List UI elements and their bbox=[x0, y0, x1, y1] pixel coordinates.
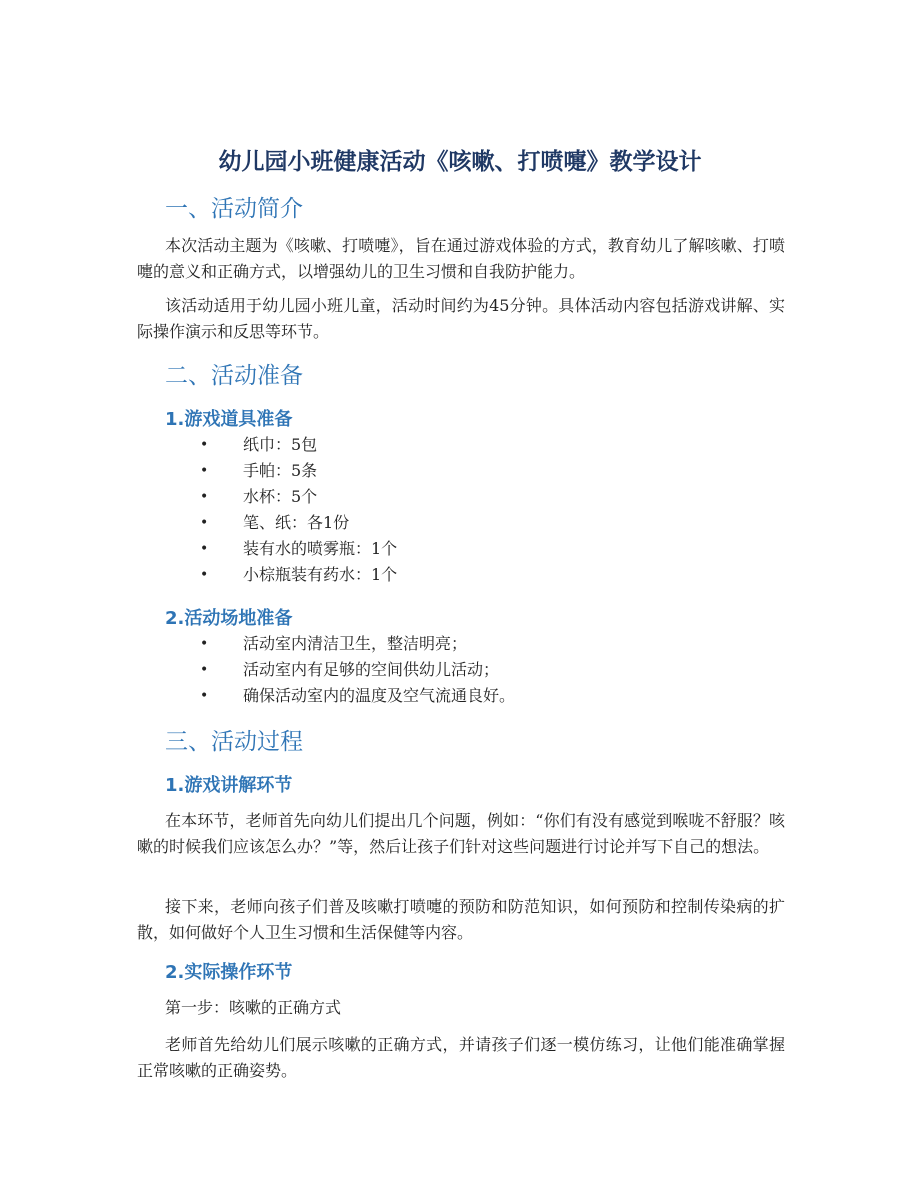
bullet-icon: • bbox=[200, 541, 209, 557]
paragraph: 本次活动主题为《咳嗽、打喷嚏》，旨在通过游戏体验的方式，教育幼儿了解咳嗽、打喷嚏的意义和正确方式，以增强幼儿的卫生习惯和自我防护能力。 bbox=[137, 236, 785, 281]
paragraph: 该活动适用于幼儿园小班儿童，活动时间约为45分钟。具体活动内容包括游戏讲解、实际操作演示和反思等环节。 bbox=[137, 296, 785, 341]
section-heading-preparation: 二、活动准备 bbox=[165, 363, 303, 389]
venue-list bbox=[200, 631, 515, 709]
bullet-icon: • bbox=[200, 688, 209, 704]
list-item: • 小棕瓶装有药水：1个 bbox=[200, 562, 397, 588]
list-item: • 笔、纸：各1份 bbox=[200, 510, 397, 536]
step-label: 第一步：咳嗽的正确方式 bbox=[165, 998, 342, 1017]
list-item: • 手帕：5条 bbox=[200, 458, 397, 484]
subsection-heading-explanation: 1.游戏讲解环节 bbox=[165, 775, 293, 796]
section-heading-intro: 一、活动简介 bbox=[165, 196, 303, 222]
subsection-heading-practice: 2.实际操作环节 bbox=[165, 962, 293, 983]
list-item: • 水杯：5个 bbox=[200, 484, 397, 510]
bullet-icon: • bbox=[200, 567, 209, 583]
list-item: • 确保活动室内的温度及空气流通良好。 bbox=[200, 683, 515, 709]
bullet-icon: • bbox=[200, 662, 209, 678]
subsection-heading-venue: 2.活动场地准备 bbox=[165, 608, 293, 629]
bullet-icon: • bbox=[200, 636, 209, 652]
list-item: • 装有水的喷雾瓶：1个 bbox=[200, 536, 397, 562]
subsection-heading-props: 1.游戏道具准备 bbox=[165, 409, 293, 430]
paragraph: 接下来，老师向孩子们普及咳嗽打喷嚏的预防和防范知识，如何预防和控制传染病的扩散，如何做好个人卫生习惯和生活保健等内容。 bbox=[137, 897, 785, 942]
props-list bbox=[200, 432, 397, 588]
paragraph: 老师首先给幼儿们展示咳嗽的正确方式，并请孩子们逐一模仿练习，让他们能准确掌握正常咳嗽的正确姿势。 bbox=[137, 1035, 785, 1080]
list-item: • 活动室内清洁卫生，整洁明亮； bbox=[200, 631, 515, 657]
bullet-icon: • bbox=[200, 437, 209, 453]
document-title: 幼儿园小班健康活动《咳嗽、打喷嚏》教学设计 bbox=[218, 149, 702, 175]
list-item: • 纸巾：5包 bbox=[200, 432, 397, 458]
section-heading-process: 三、活动过程 bbox=[165, 729, 303, 755]
bullet-icon: • bbox=[200, 463, 209, 479]
paragraph: 在本环节，老师首先向幼儿们提出几个问题，例如：“你们有没有感觉到喉咙不舒服？咳嗽的时候我们应该怎么办？”等，然后让孩子们针对这些问题进行讨论并写下自己的想法。 bbox=[137, 811, 785, 856]
list-item: • 活动室内有足够的空间供幼儿活动； bbox=[200, 657, 515, 683]
bullet-icon: • bbox=[200, 515, 209, 531]
bullet-icon: • bbox=[200, 489, 209, 505]
